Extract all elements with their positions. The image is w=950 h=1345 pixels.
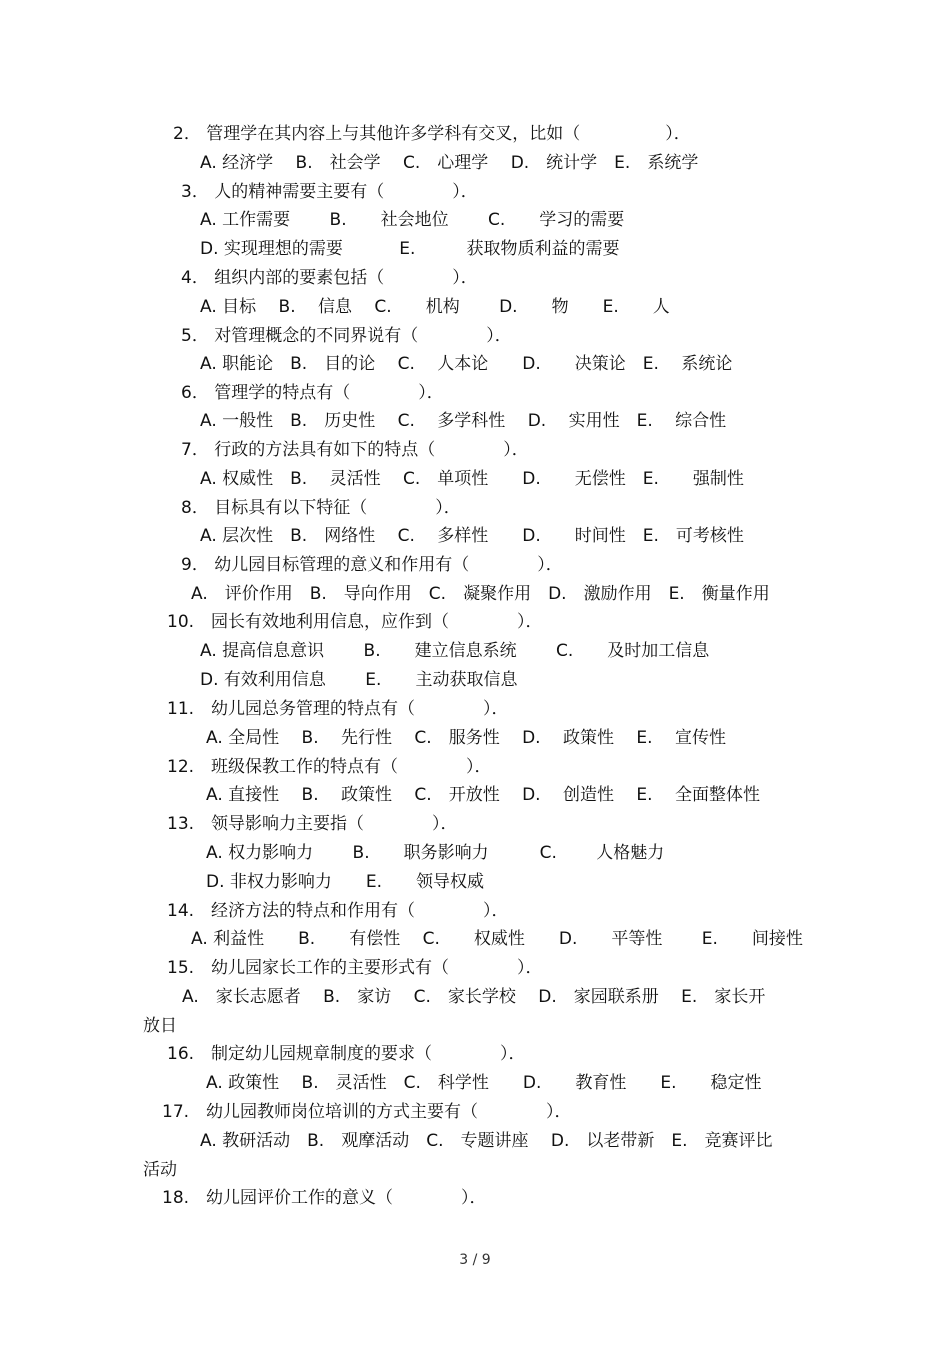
question-11: 11. 幼儿园总务管理的特点有（ ）．	[167, 699, 509, 719]
question-13-options-1: A. 权力影响力 B. 职务影响力 C. 人格魅力	[206, 843, 665, 863]
question-15-options-1: A. 家长志愿者 B. 家访 C. 家长学校 D. 家园联系册 E. 家长开	[182, 987, 766, 1007]
question-3-options-2: D. 实现理想的需要 E. 获取物质利益的需要	[200, 239, 620, 259]
question-16: 16. 制定幼儿园规章制度的要求（ ）．	[167, 1044, 526, 1064]
question-3-options-1: A. 工作需要 B. 社会地位 C. 学习的需要	[200, 210, 625, 230]
question-12: 12. 班级保教工作的特点有（ ）．	[167, 757, 492, 777]
question-13: 13. 领导影响力主要指（ ）．	[167, 814, 458, 834]
question-2: 2． 管理学在其内容上与其他许多学科有交叉，比如（ ）．	[173, 124, 691, 144]
question-17-options-2: 活动	[143, 1160, 177, 1180]
question-9-options: A. 评价作用 B. 导向作用 C. 凝聚作用 D. 激励作用 E. 衡量作用	[191, 584, 770, 604]
question-7-options: A. 权威性 B. 灵活性 C. 单项性 D. 无偿性 E. 强制性	[200, 469, 744, 489]
question-17-options-1: A. 教研活动 B. 观摩活动 C. 专题讲座 D. 以老带新 E. 竞赛评比	[200, 1131, 773, 1151]
question-16-options: A. 政策性 B. 灵活性 C. 科学性 D. 教育性 E. 稳定性	[206, 1073, 762, 1093]
question-18: 18. 幼儿园评价工作的意义（ ）．	[162, 1188, 487, 1208]
question-4: 4． 组织内部的要素包括（ ）．	[181, 268, 478, 288]
question-14: 14. 经济方法的特点和作用有（ ）．	[167, 901, 509, 921]
question-8: 8． 目标具有以下特征（ ）．	[181, 498, 461, 518]
question-6: 6． 管理学的特点有（ ）．	[181, 383, 444, 403]
question-12-options: A. 直接性 B. 政策性 C. 开放性 D. 创造性 E. 全面整体性	[206, 785, 760, 805]
question-2-options: A. 经济学 B. 社会学 C. 心理学 D. 统计学 E. 系统学	[200, 153, 699, 173]
page-number: 3 / 9	[459, 1252, 491, 1268]
question-15: 15. 幼儿园家长工作的主要形式有（ ）．	[167, 958, 543, 978]
question-10-options-1: A. 提高信息意识 B. 建立信息系统 C. 及时加工信息	[200, 641, 710, 661]
question-5-options: A. 职能论 B. 目的论 C. 人本论 D. 决策论 E. 系统论	[200, 354, 733, 374]
question-10-options-2: D. 有效利用信息 E. 主动获取信息	[200, 670, 518, 690]
question-13-options-2: D. 非权力影响力 E. 领导权威	[206, 872, 485, 892]
question-4-options: A. 目标 B. 信息 C. 机构 D. 物 E. 人	[200, 297, 670, 317]
question-6-options: A. 一般性 B. 历史性 C. 多学科性 D. 实用性 E. 综合性	[200, 411, 727, 431]
question-17: 17. 幼儿园教师岗位培训的方式主要有（ ）．	[162, 1102, 572, 1122]
question-5: 5． 对管理概念的不同界说有（ ）．	[181, 326, 512, 346]
question-7: 7． 行政的方法具有如下的特点（ ）．	[181, 440, 529, 460]
question-8-options: A. 层次性 B. 网络性 C. 多样性 D. 时间性 E. 可考核性	[200, 526, 744, 546]
question-9: 9． 幼儿园目标管理的意义和作用有（ ）．	[181, 555, 563, 575]
question-11-options: A. 全局性 B. 先行性 C. 服务性 D. 政策性 E. 宣传性	[206, 728, 726, 748]
question-14-options: A. 利益性 B. 有偿性 C. 权威性 D. 平等性 E. 间接性	[191, 929, 803, 949]
question-10: 10. 园长有效地利用信息，应作到（ ）．	[167, 612, 543, 632]
question-3: 3． 人的精神需要主要有（ ）．	[181, 182, 478, 202]
question-15-options-2: 放日	[143, 1016, 177, 1036]
